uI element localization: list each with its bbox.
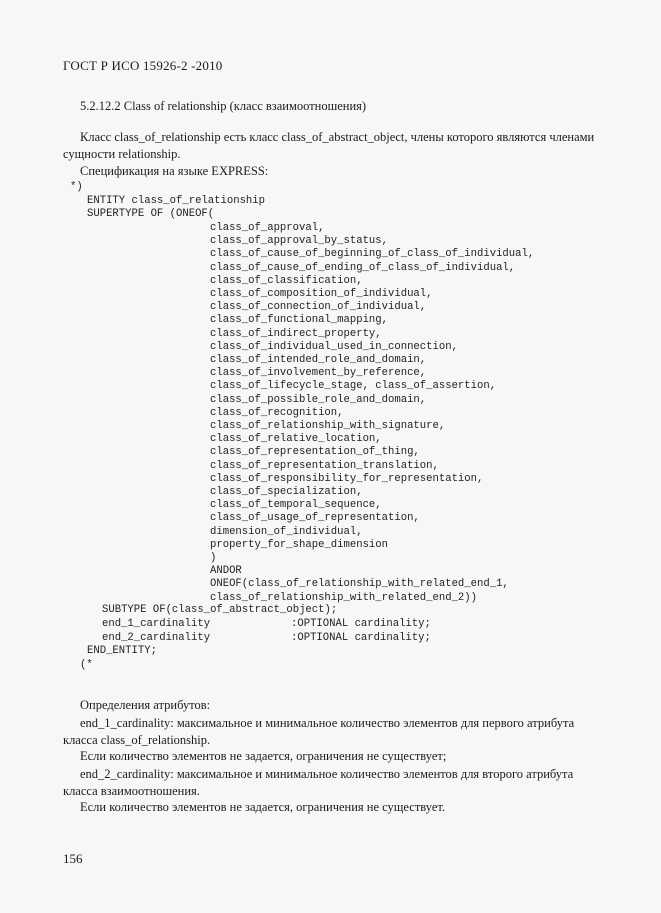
oneof-item: ONEOF(class_of_relationship_with_related_end_1, xyxy=(210,578,509,591)
end-entity: END_ENTITY; xyxy=(87,645,157,657)
section-title: 5.2.12.2 Class of relationship (класс взаимоотношения) xyxy=(80,99,367,113)
oneof-item: class_of_lifecycle_stage, class_of_assertion, xyxy=(210,380,497,393)
intro-paragraph: Класс class_of_relationship есть класс class_of_abstract_object, члены которого являются членами сущности relationship. xyxy=(63,130,595,161)
oneof-item: class_of_possible_role_and_domain, xyxy=(210,393,427,406)
oneof-item: class_of_intended_role_and_domain, xyxy=(210,354,427,367)
spec-label: Спецификация на языке EXPRESS: xyxy=(80,164,269,178)
oneof-item: class_of_functional_mapping, xyxy=(210,314,389,327)
definition-end-1-note: Если количество элементов не задается, ограничения не существует; xyxy=(80,749,447,763)
subtype-clause: SUBTYPE OF(class_of_abstract_object); xyxy=(102,604,338,616)
oneof-item: class_of_specialization, xyxy=(210,486,363,499)
entity-declaration: ENTITY class_of_relationship xyxy=(87,195,266,207)
definition-end-1: end_1_cardinality: максимальное и минимальное количество элементов для первого атрибута класса class_of_relationship. xyxy=(63,716,575,747)
oneof-item: class_of_usage_of_representation, xyxy=(210,512,420,525)
oneof-item: class_of_classification, xyxy=(210,274,363,287)
oneof-item: class_of_cause_of_beginning_of_class_of_individual, xyxy=(210,248,535,261)
oneof-item: class_of_relationship_with_related_end_2)) xyxy=(210,591,478,604)
definition-end-2-note: Если количество элементов не задается, ограничения не существует. xyxy=(80,800,446,814)
oneof-item: class_of_representation_of_thing, xyxy=(210,446,420,459)
definitions-label: Определения атрибутов: xyxy=(80,698,211,712)
oneof-item: class_of_indirect_property, xyxy=(210,327,382,340)
oneof-item: class_of_individual_used_in_connection, xyxy=(210,340,458,353)
code-open: *) xyxy=(70,181,83,193)
attr2-name: end_2_cardinality xyxy=(102,632,211,644)
definition-end-2: end_2_cardinality: максимальное и минимальное количество элементов для второго атрибута класса взаимоотношения. xyxy=(63,767,574,798)
oneof-item: class_of_responsibility_for_representation, xyxy=(210,472,484,485)
oneof-item: class_of_approval, xyxy=(210,222,325,234)
code-close: (* xyxy=(80,659,93,671)
oneof-list xyxy=(210,222,534,605)
oneof-item: class_of_recognition, xyxy=(210,406,344,419)
document-header: ГОСТ Р ИСО 15926-2 -2010 xyxy=(63,58,223,73)
oneof-item: class_of_composition_of_individual, xyxy=(210,288,433,301)
oneof-item: class_of_temporal_sequence, xyxy=(210,499,382,512)
oneof-item: dimension_of_individual, xyxy=(210,525,363,538)
oneof-item: class_of_involvement_by_reference, xyxy=(210,367,427,380)
attr2-type: :OPTIONAL cardinality; xyxy=(291,632,431,644)
oneof-item: class_of_cause_of_ending_of_class_of_individual, xyxy=(210,261,516,274)
attr1-name: end_1_cardinality xyxy=(102,618,211,630)
oneof-item: class_of_relationship_with_signature, xyxy=(210,420,446,433)
page-number: 156 xyxy=(63,851,83,866)
oneof-item: class_of_approval_by_status, xyxy=(210,235,389,248)
oneof-item: ) xyxy=(210,552,217,565)
oneof-item: class_of_connection_of_individual, xyxy=(210,301,427,314)
oneof-item: property_for_shape_dimension xyxy=(210,538,389,551)
supertype-clause: SUPERTYPE OF (ONEOF( xyxy=(87,208,215,220)
attr1-type: :OPTIONAL cardinality; xyxy=(291,618,431,630)
oneof-item: class_of_relative_location, xyxy=(210,433,382,446)
oneof-item: ANDOR xyxy=(210,565,242,578)
oneof-item: class_of_representation_translation, xyxy=(210,459,439,472)
